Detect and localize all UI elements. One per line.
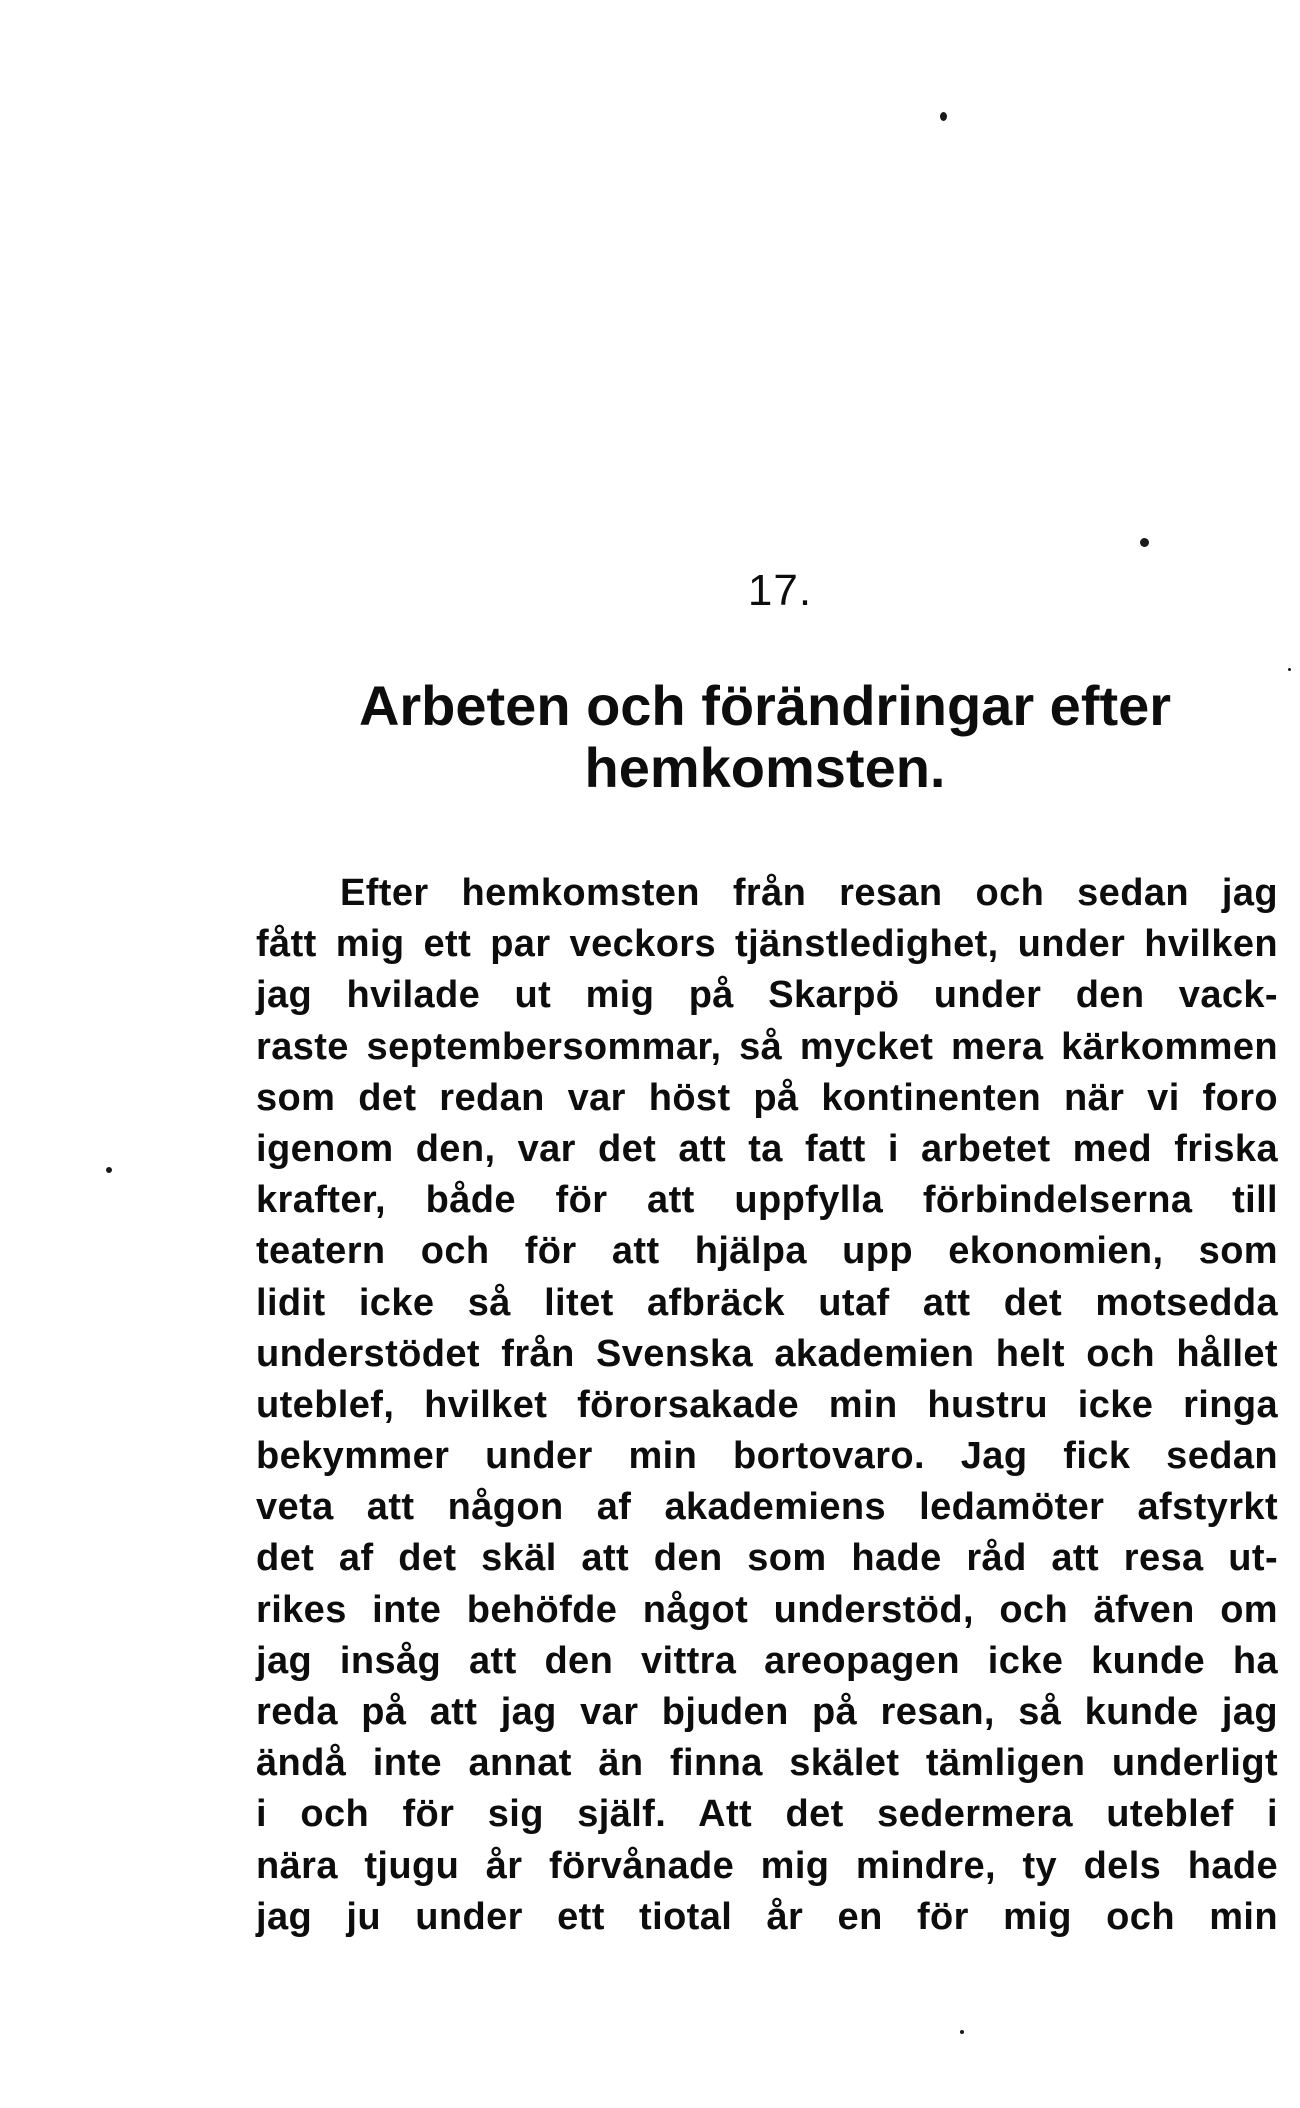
text-line: raste septembersommar, så mycket mera kärkommen <box>256 1025 1278 1068</box>
chapter-title-line-2: hemkomsten. <box>584 736 946 799</box>
text-line: reda på att jag var bjuden på resan, så kunde jag <box>256 1691 1278 1733</box>
text-line: nära tjugu år förvånade mig mindre, ty dels hade <box>256 1844 1278 1887</box>
chapter-title <box>250 675 1280 799</box>
body-paragraph <box>256 868 1278 1943</box>
print-speck <box>1140 538 1149 547</box>
print-speck <box>960 2030 964 2034</box>
text-line: jag insåg att den vittra areopagen icke kunde ha <box>256 1639 1278 1682</box>
text-line: jag ju under ett tiotal år en för mig och min <box>256 1895 1278 1938</box>
text-line: i och för sig själf. Att det sedermera uteblef i <box>256 1793 1278 1836</box>
text-line: jag hvilade ut mig på Skarpö under den vack- <box>256 974 1278 1017</box>
text-line: uteblef, hvilket förorsakade min hustru icke ringa <box>256 1383 1278 1426</box>
text-line: rikes inte behöfde något understöd, och äfven om <box>256 1588 1278 1631</box>
text-line: understödet från Svenska akademien helt och hållet <box>256 1332 1278 1375</box>
text-line: fått mig ett par veckors tjänstledighet, under hvilken <box>256 923 1278 966</box>
text-line: veta att någon af akademiens ledamöter afstyrkt <box>256 1486 1278 1529</box>
text-line: bekymmer under min bortovaro. Jag fick sedan <box>256 1435 1278 1478</box>
text-line: igenom den, var det att ta fatt i arbetet med friska <box>256 1127 1278 1170</box>
text-line: krafter, både för att uppfylla förbindelserna till <box>256 1179 1278 1222</box>
print-speck <box>106 1167 112 1173</box>
text-line: teatern och för att hjälpa upp ekonomien, som <box>256 1230 1278 1273</box>
text-line: Efter hemkomsten från resan och sedan jag <box>340 872 1278 914</box>
text-line: det af det skäl att den som hade råd att resa ut- <box>256 1537 1278 1580</box>
chapter-number: 17. <box>747 566 813 615</box>
text-line: som det redan var höst på kontinenten när vi foro <box>256 1076 1278 1119</box>
text-line: lidit icke så litet afbräck utaf att det motsedda <box>256 1281 1278 1324</box>
print-speck <box>1288 668 1291 671</box>
chapter-title-line-1: Arbeten och förändringar efter <box>358 674 1172 737</box>
print-speck <box>940 112 947 121</box>
text-line: ändå inte annat än finna skälet tämligen underligt <box>256 1742 1278 1785</box>
